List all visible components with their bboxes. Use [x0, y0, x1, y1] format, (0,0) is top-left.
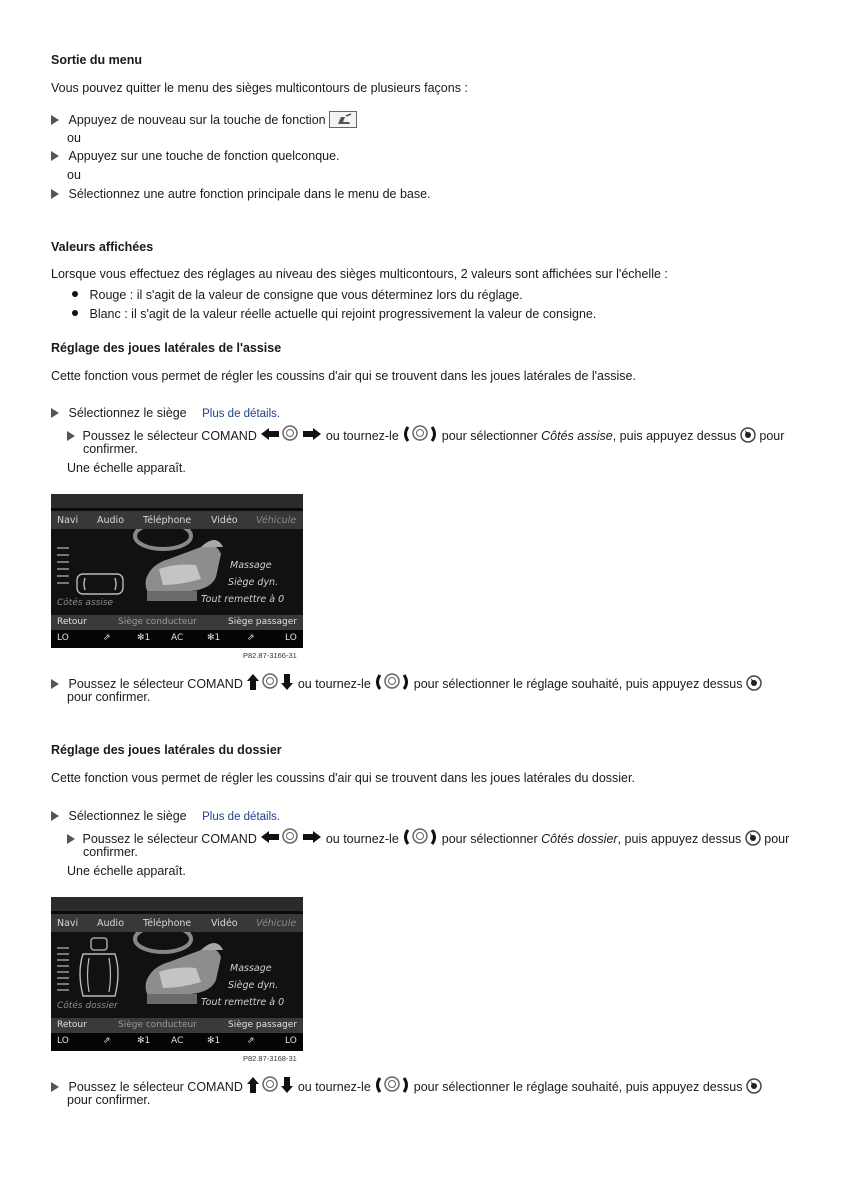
dossier-scale-text: Une échelle apparaît. [67, 864, 186, 878]
controller-turn-icon [402, 425, 438, 443]
more-details-link[interactable]: Plus de détails. [202, 811, 281, 823]
assise-push-text-a: Poussez le sélecteur COMAND [82, 429, 257, 443]
assise-push-text-d: , puis appuyez dessus [612, 429, 737, 443]
bullet-arrow-icon [67, 834, 75, 844]
airflow-icon: ⇗ [247, 1036, 255, 1046]
menu-navi: Navi [57, 515, 79, 526]
sortie-step-3-text: Sélectionnez une autre fonction principale dans le menu de base. [68, 187, 431, 201]
heading-valeurs: Valeurs affichées [51, 240, 154, 254]
figure-caption-dossier: P82.87-3168-31 [243, 1054, 297, 1063]
softkey-siege-conducteur: Siège conducteur [118, 617, 197, 627]
heading-dossier: Réglage des joues latérales du dossier [51, 743, 282, 757]
bullet-dot-icon [72, 310, 78, 316]
bullet-arrow-icon [51, 811, 59, 821]
dossier-final-step [51, 1076, 762, 1094]
option-reset: Tout remettre à 0 [201, 997, 285, 1008]
valeurs-bullet-rouge-text: Rouge : il s'agit de la valeur de consigne que vous déterminez lors du réglage. [89, 288, 523, 302]
airflow-icon: ⇗ [103, 1036, 111, 1046]
valeurs-bullet-blanc [72, 307, 596, 321]
dossier-push-step [67, 828, 789, 846]
climate-bar [51, 630, 303, 648]
sortie-step-2-text: Appuyez sur une touche de fonction quelconque. [68, 149, 340, 163]
comand-menu-bar [51, 511, 303, 529]
climate-ac: AC [171, 633, 184, 643]
assise-final-text-b: ou tournez-le [297, 677, 371, 691]
comand-menu-bar [51, 914, 303, 932]
menu-telephone: Téléphone [143, 918, 192, 929]
valeurs-bullet-rouge [72, 288, 523, 302]
heading-sortie: Sortie du menu [51, 53, 142, 67]
menu-navi: Navi [57, 918, 79, 929]
assise-scale-text: Une échelle apparaît. [67, 461, 186, 475]
valeurs-intro: Lorsque vous effectuez des réglages au niveau des sièges multicontours, 2 valeurs sont affichées sur l'échelle : [51, 267, 668, 281]
selected-function-label: Côtés dossier [57, 1001, 118, 1011]
climate-fan-right: ✻1 [207, 633, 221, 643]
option-massage: Massage [230, 560, 272, 571]
bullet-arrow-icon [51, 408, 59, 418]
sortie-intro: Vous pouvez quitter le menu des sièges multicontours de plusieurs façons : [51, 81, 468, 95]
climate-temp-right: LO [285, 1036, 297, 1046]
softkey-retour: Retour [57, 617, 87, 627]
comand-screen-assise [51, 494, 303, 648]
dossier-push-text-c: pour sélectionner [441, 832, 538, 846]
softkey-siege-passager: Siège passager [228, 617, 297, 627]
option-siege-dyn: Siège dyn. [228, 577, 279, 588]
assise-push-step [67, 425, 784, 443]
assise-final-text-a: Poussez le sélecteur COMAND [68, 677, 243, 691]
airflow-icon: ⇗ [103, 633, 111, 643]
assise-final-step [51, 673, 762, 691]
bullet-arrow-icon [51, 1082, 59, 1092]
comand-screen-dossier [51, 897, 303, 1051]
softkey-siege-conducteur: Siège conducteur [118, 1020, 197, 1030]
controller-press-icon [746, 675, 762, 691]
bullet-arrow-icon [51, 189, 59, 199]
softkey-retour: Retour [57, 1020, 87, 1030]
menu-audio: Audio [97, 918, 125, 929]
climate-fan-right: ✻1 [207, 1036, 221, 1046]
menu-video: Vidéo [211, 918, 238, 929]
assise-intro: Cette fonction vous permet de régler les coussins d'air qui se trouvent dans les joues latérales de l'assise. [51, 369, 636, 383]
dossier-final-text-a: Poussez le sélecteur COMAND [68, 1080, 243, 1094]
climate-temp-left: LO [57, 1036, 69, 1046]
sortie-step-1 [51, 111, 357, 128]
option-reset: Tout remettre à 0 [201, 594, 285, 605]
comand-soft-keys [51, 615, 303, 630]
valeurs-bullet-blanc-text: Blanc : il s'agit de la valeur réelle actuelle qui rejoint progressivement la valeur de consigne. [89, 307, 597, 321]
climate-bar [51, 1033, 303, 1051]
assise-final-confirm: pour confirmer. [67, 690, 151, 704]
dossier-push-text-a: Poussez le sélecteur COMAND [82, 832, 257, 846]
dossier-final-text-b: ou tournez-le [297, 1080, 371, 1094]
climate-temp-left: LO [57, 633, 69, 643]
bullet-dot-icon [72, 291, 78, 297]
dossier-push-text-b: ou tournez-le [325, 832, 399, 846]
airflow-icon: ⇗ [247, 633, 255, 643]
climate-temp-right: LO [285, 633, 297, 643]
controller-press-icon [745, 830, 761, 846]
bullet-arrow-icon [51, 115, 59, 125]
bullet-arrow-icon [51, 151, 59, 161]
softkey-siege-passager: Siège passager [228, 1020, 297, 1030]
sortie-or-2: ou [67, 168, 81, 182]
controller-press-icon [740, 427, 756, 443]
climate-fan-left: ✻1 [137, 633, 151, 643]
sortie-step-2 [51, 149, 340, 163]
dossier-push-confirm: confirmer. [83, 845, 138, 859]
controller-turn-icon [374, 673, 410, 691]
dossier-select-text: Sélectionnez le siège [68, 809, 187, 823]
sortie-step-1-text: Appuyez de nouveau sur la touche de fonction [68, 113, 326, 127]
selected-function-label: Côtés assise [57, 598, 114, 608]
menu-vehicule: Véhicule [256, 918, 297, 929]
controller-turn-icon [374, 1076, 410, 1094]
assise-final-text-c: pour sélectionner le réglage souhaité, puis appuyez dessus [413, 677, 743, 691]
assise-push-confirm: confirmer. [83, 442, 138, 456]
menu-vehicule: Véhicule [256, 515, 297, 526]
dossier-push-text-d: , puis appuyez dessus [617, 832, 742, 846]
assise-select-step [51, 406, 280, 420]
seat-function-key-icon [329, 111, 357, 128]
controller-slide-left-right-icon [260, 828, 322, 846]
dossier-final-confirm: pour confirmer. [67, 1093, 151, 1107]
menu-telephone: Téléphone [143, 515, 192, 526]
controller-slide-up-down-icon [246, 673, 294, 691]
more-details-link[interactable]: Plus de détails. [202, 408, 281, 420]
dossier-final-text-c: pour sélectionner le réglage souhaité, puis appuyez dessus [413, 1080, 743, 1094]
controller-slide-up-down-icon [246, 1076, 294, 1094]
controller-press-icon [746, 1078, 762, 1094]
comand-soft-keys [51, 1018, 303, 1033]
figure-caption-assise: P82.87-3166-31 [243, 651, 297, 660]
assise-push-text-e: pour [759, 429, 785, 443]
heading-assise: Réglage des joues latérales de l'assise [51, 341, 282, 355]
sortie-step-3 [51, 187, 431, 201]
assise-menu-item: Côtés assise [541, 429, 613, 443]
climate-ac: AC [171, 1036, 184, 1046]
dossier-menu-item: Côtés dossier [541, 832, 618, 846]
bullet-arrow-icon [67, 431, 75, 441]
assise-select-text: Sélectionnez le siège [68, 406, 187, 420]
assise-push-text-c: pour sélectionner [441, 429, 538, 443]
bullet-arrow-icon [51, 679, 59, 689]
menu-audio: Audio [97, 515, 125, 526]
dossier-intro: Cette fonction vous permet de régler les coussins d'air qui se trouvent dans les joues latérales du dossier. [51, 771, 635, 785]
menu-video: Vidéo [211, 515, 238, 526]
dossier-select-step [51, 809, 280, 823]
option-siege-dyn: Siège dyn. [228, 980, 279, 991]
controller-turn-icon [402, 828, 438, 846]
sortie-or-1: ou [67, 131, 81, 145]
climate-fan-left: ✻1 [137, 1036, 151, 1046]
option-massage: Massage [230, 963, 272, 974]
controller-slide-left-right-icon [260, 425, 322, 443]
assise-push-text-b: ou tournez-le [325, 429, 399, 443]
dossier-push-text-e: pour [764, 832, 790, 846]
